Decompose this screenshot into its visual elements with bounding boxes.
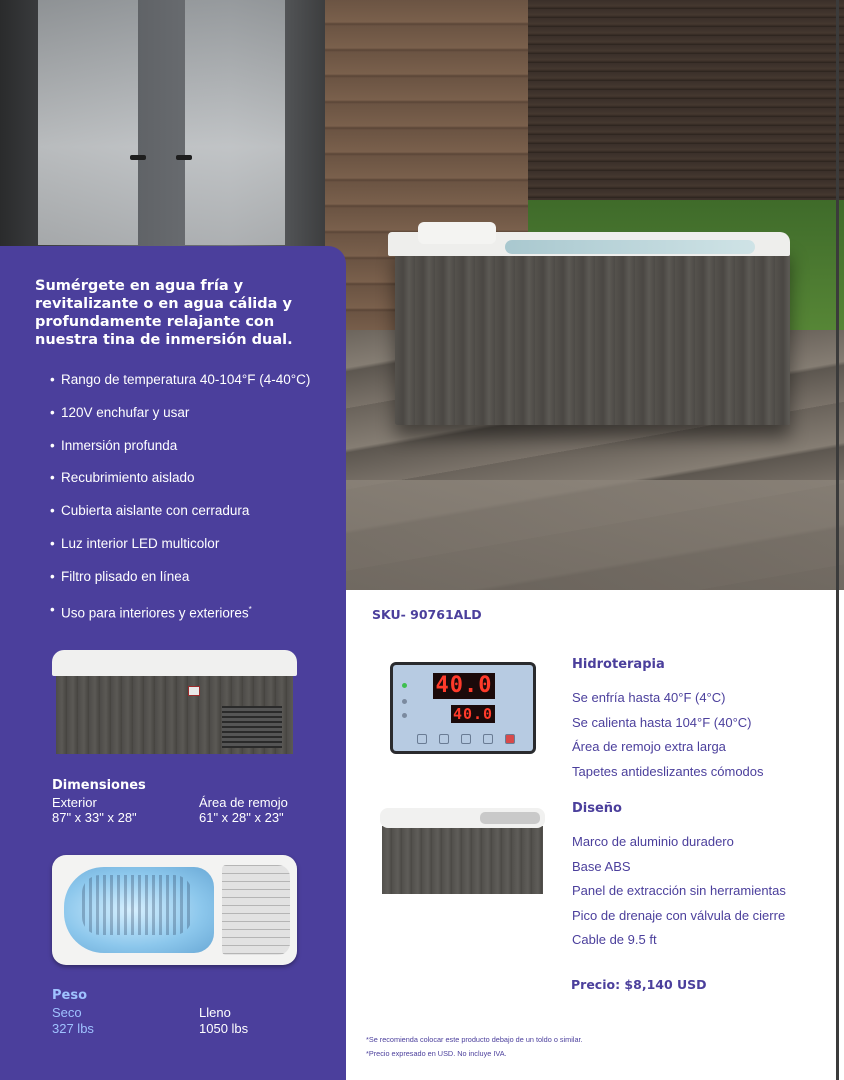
hydrotherapy-title: Hidroterapia [572,657,665,672]
feature-text: Cubierta aislante con cerradura [61,503,250,519]
feature-item [50,436,340,469]
feature-item [50,403,340,436]
indicator-icon [402,683,407,688]
glass-door [0,0,330,260]
hero-tub-water [505,240,755,254]
footnote-mark: * [248,604,252,614]
bullet-icon: • [50,404,55,420]
feature-text: Recubrimiento aislado [61,470,195,486]
bullet-icon: • [50,437,55,453]
towel [418,222,496,244]
hydrotherapy-list [572,689,764,787]
hydrotherapy-item: Área de remojo extra larga [572,739,726,755]
display-main: 40.0 [433,673,495,699]
feature-text: Filtro plisado en línea [61,568,190,584]
controller-image [390,662,536,754]
feature-item [50,600,340,633]
controller-button [505,734,515,744]
feature-list [50,370,340,632]
full-label: Lleno [199,1005,231,1020]
exterior-label: Exterior [52,795,97,810]
page-edge [836,0,839,1080]
feature-text: Inmersión profunda [61,437,178,453]
soak-area-value: 61" x 28" x 23" [199,810,284,825]
feature-text: Luz interior LED multicolor [61,535,220,551]
weight-dry [52,1005,94,1036]
tub-side-image [52,650,297,755]
design-item: Base ABS [572,858,631,874]
indicator-icon [402,713,407,718]
price-label: Precio: $8,140 USD [571,977,707,992]
hydrotherapy-item: Tapetes antideslizantes cómodos [572,763,764,779]
feature-item [50,501,340,534]
feature-item [50,370,340,403]
design-item: Panel de extracción sin herramientas [572,883,786,899]
bullet-icon: • [50,568,55,584]
controller-button [461,734,471,744]
bullet-icon: • [50,470,55,486]
bullet-icon: • [50,601,55,617]
footnote: *Precio expresado en USD. No incluye IVA. [366,1049,507,1058]
dimensions-soak-area [199,795,288,825]
design-item: Pico de drenaje con válvula de cierre [572,907,786,923]
bullet-icon: • [50,372,55,387]
full-value: 1050 lbs [199,1020,249,1036]
feature-item [50,567,340,600]
design-title: Diseño [572,801,622,816]
dry-value: 327 lbs [52,1020,94,1036]
controller-button [483,734,493,744]
tub-angle-image [380,808,545,898]
design-item: Marco de aluminio duradero [572,834,734,849]
bullet-icon: • [50,503,55,519]
soak-area-label: Área de remojo [199,795,288,810]
controller-button [417,734,427,744]
feature-text: 120V enchufar y usar [61,404,190,420]
indicator-icon [402,699,407,704]
display-set: 40.0 [452,705,494,723]
dimensions-exterior [52,795,137,825]
deck-step [330,480,844,590]
hero-tub [395,245,790,425]
feature-text: Rango de temperatura 40-104°F (4-40°C) [61,372,311,387]
design-item: Cable de 9.5 ft [572,932,657,948]
dry-label: Seco [52,1005,82,1020]
exterior-value: 87" x 33" x 28" [52,810,137,825]
footnote: *Se recomienda colocar este producto debajo de un toldo o similar. [366,1035,583,1044]
sku-label: SKU- 90761ALD [372,607,482,622]
weight-full [199,1005,248,1036]
design-list [572,833,786,956]
dimensions-title: Dimensiones [52,778,146,793]
hydrotherapy-item: Se calienta hasta 104°F (40°C) [572,714,752,730]
controller-button [439,734,449,744]
hydrotherapy-item: Se enfría hasta 40°F (4°C) [572,690,726,705]
feature-text: Uso para interiores y exteriores [61,605,249,621]
bullet-icon: • [50,535,55,551]
tub-top-view-image [52,855,297,965]
weight-title: Peso [52,988,88,1003]
feature-item [50,468,340,501]
intro-text: Sumérgete en agua fría y revitalizante o en agua cálida y profundamente relajante con nuestra tina de inmersión dual. [35,278,293,348]
feature-item [50,534,340,567]
